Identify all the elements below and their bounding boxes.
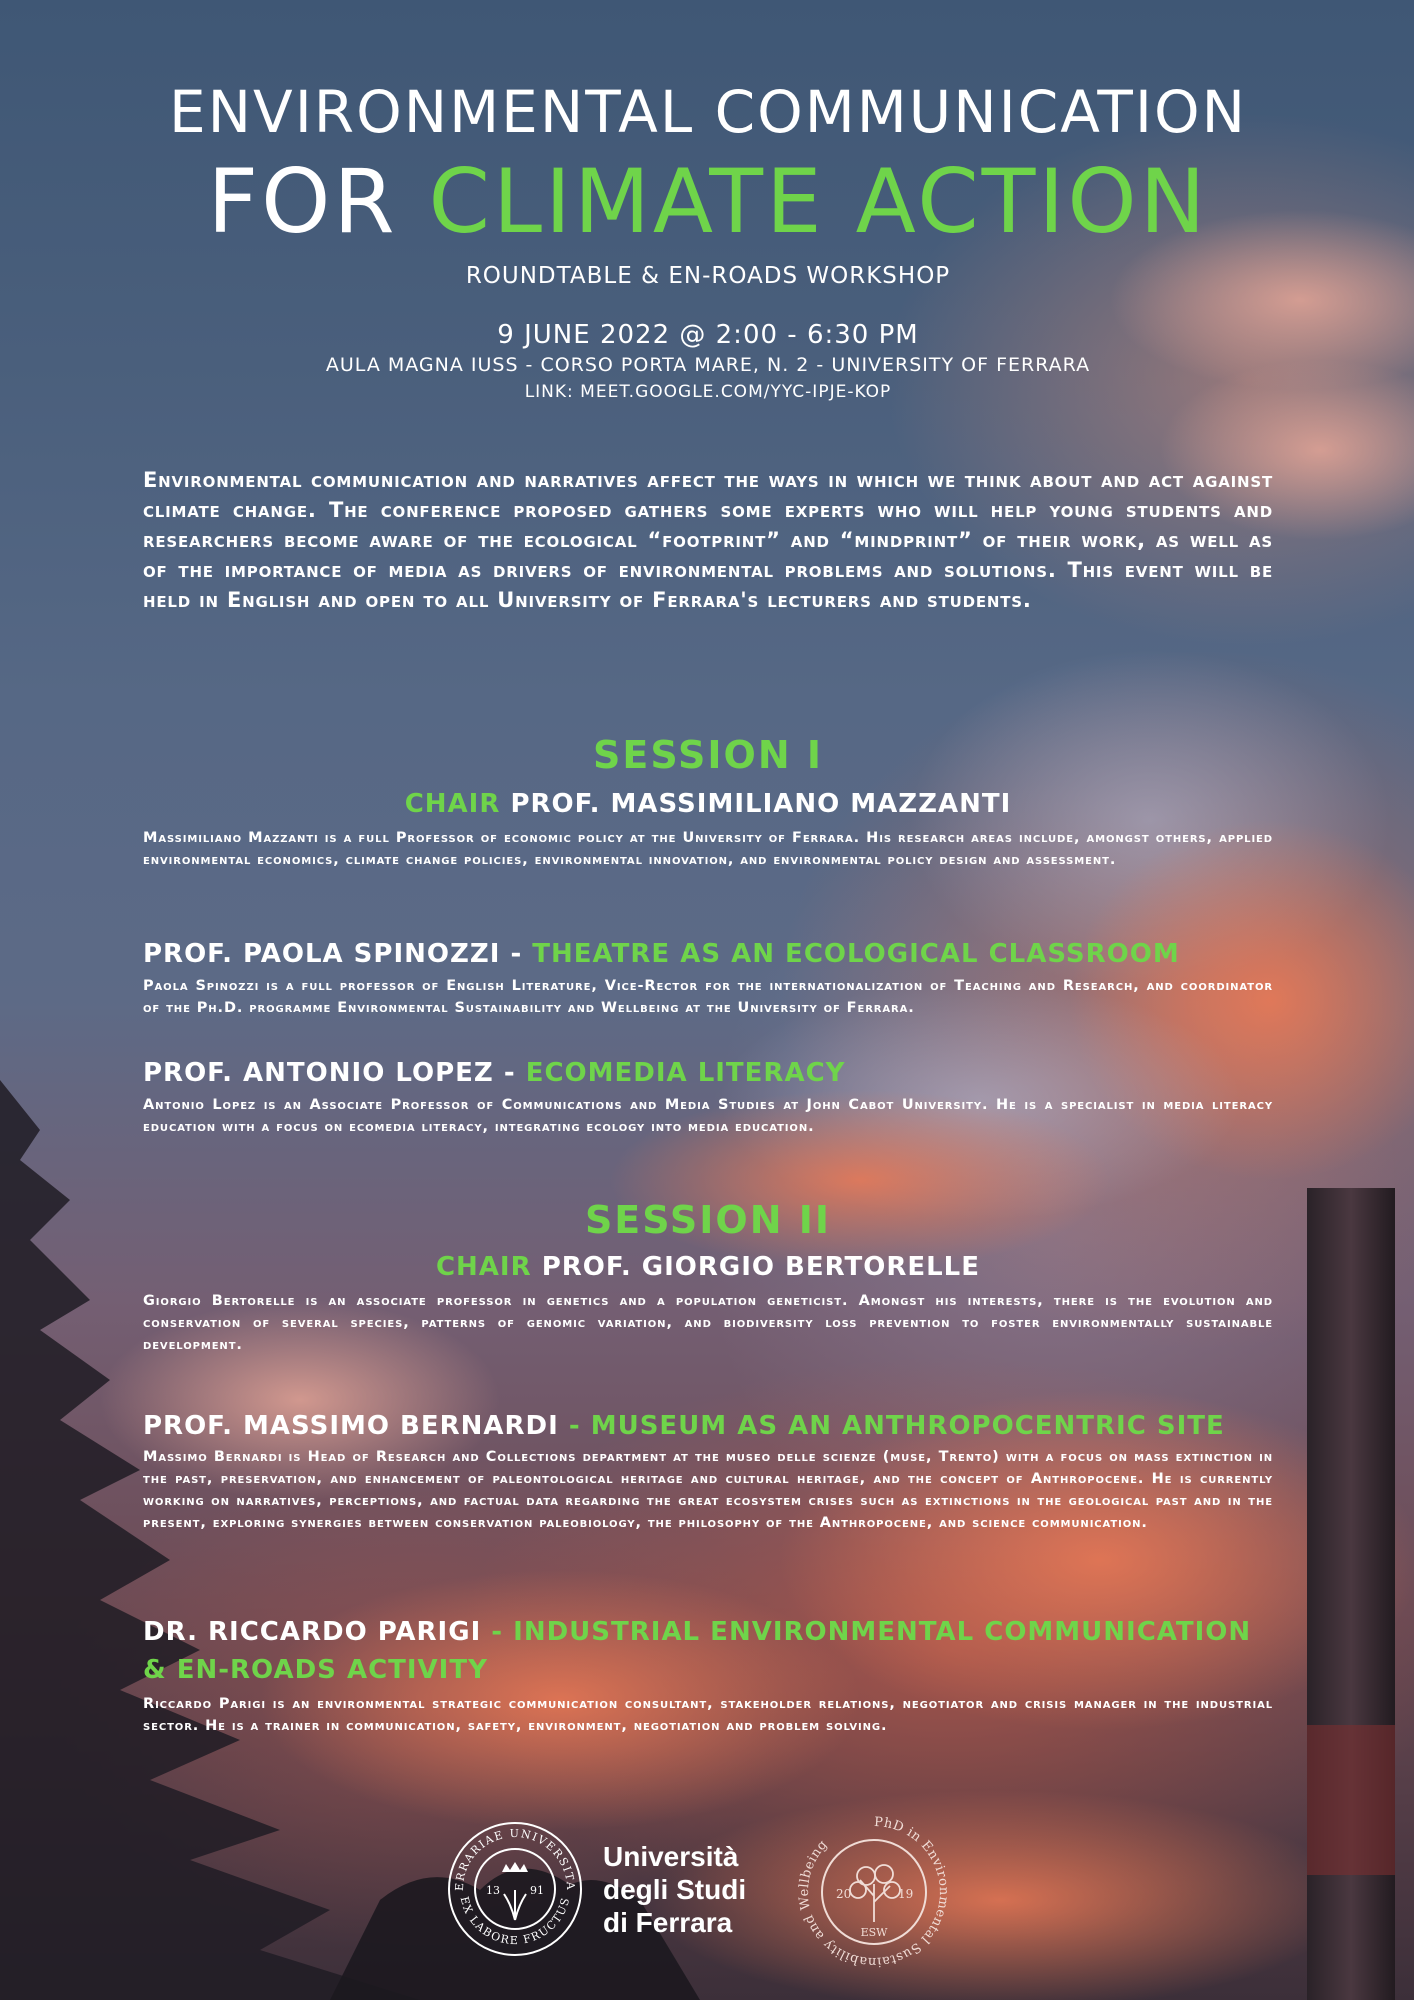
speaker-topic: THEATRE AS AN ECOLOGICAL CLASSROOM — [532, 939, 1180, 969]
speaker-separator: - — [558, 1411, 591, 1441]
session-2-title: SESSION II — [584, 1198, 832, 1242]
title-line-1: ENVIRONMENTAL COMMUNICATION — [168, 78, 1247, 146]
svg-text:FERRARIAE UNIVERSITAS — [446, 1820, 577, 1891]
chimney — [1307, 1188, 1395, 2000]
cloud-shape — [650, 1790, 1350, 2000]
chair-bio: Massimiliano Mazzanti is a full Professor of economic policy at the University of Ferrara. His research areas include, amongst others, applied environmental economics, climate change policies, environmental innovation, and environmental policy design and assessment. — [143, 830, 1273, 868]
speaker-heading — [143, 935, 1273, 973]
speaker-name: PROF. PAOLA SPINOZZI — [143, 939, 501, 969]
speaker-topic: ECOMEDIA LITERACY — [525, 1058, 846, 1088]
seal-text-top: ERRARIAE UNIVERSITA — [452, 1826, 578, 1892]
chair-bio: Giorgio Bertorelle is an associate professor in genetics and a population geneticist. Amongst his interests, there is the evolution and conservation of several species, patterns of genomic variation, and biodiversity loss prevention to foster environmentally sustainable development. — [143, 1293, 1273, 1353]
speaker-topic: MUSEUM AS AN ANTHROPOCENTRIC SITE — [590, 1411, 1225, 1441]
seal-icon — [446, 1820, 584, 1958]
university-line-1: Università — [603, 1841, 739, 1872]
phd-year-right: 19 — [898, 1887, 914, 1901]
title-line-2 — [143, 150, 1273, 253]
chair-label: CHAIR — [404, 789, 501, 819]
speaker-bio: Antonio Lopez is an Associate Professor of Communications and Media Studies at John Cabot University. He is a specialist in media literacy education with a focus on ecomedia literacy, integrating ecology into media education. — [143, 1097, 1273, 1135]
phd-abbrev: ESW — [860, 1926, 888, 1939]
chair-label: CHAIR — [435, 1252, 532, 1282]
speaker-heading — [143, 1054, 1273, 1092]
logo-university-seal — [446, 1820, 584, 1958]
speaker-bio: Massimo Bernardi is Head of Research and Collections department at the museo delle scienze (muse, Trento) with a focus on mass extinction in the past, preservation, and enhancement of paleontological heritage and cultural heritage, and the concept of Anthropocene. He is currently working on narratives, perceptions, and factual data regarding the great ecosystem crises such as extinctions in the geological past and in the present, exploring synergies between conservation paleobiology, the philosophy of the Anthropocene, and science communication. — [143, 1449, 1273, 1531]
event-date: 9 JUNE 2022 @ 2:00 - 6:30 PM — [497, 320, 919, 350]
university-logotype — [603, 1840, 746, 1939]
event-subtitle: ROUNDTABLE & EN-ROADS WORKSHOP — [465, 263, 951, 289]
session-2-chair — [143, 1252, 1273, 1282]
event-venue: AULA MAGNA IUSS - CORSO PORTA MARE, N. 2 - UNIVERSITY OF FERRARA — [325, 354, 1091, 376]
speaker-bio: Paola Spinozzi is a full professor of English Literature, Vice-Rector for the internationalization of Teaching and Research, and coordinator of the Ph.D. programme Environmental Sustainability and Wellbeing at the University of Ferrara. — [143, 978, 1273, 1016]
university-line-2: degli Studi — [603, 1874, 747, 1905]
phd-year-left: 20 — [836, 1887, 852, 1901]
chair-name: PROF. MASSIMILIANO MAZZANTI — [510, 789, 1012, 819]
speaker-topic: INDUSTRIAL ENVIRONMENTAL COMMUNICATION & EN-ROADS ACTIVITY — [143, 1617, 1252, 1685]
speaker-heading — [143, 1407, 1273, 1445]
title-highlight: CLIMATE ACTION — [428, 150, 1209, 253]
phd-circle-text: PhD in Environmental Sustainability and Wellbeing — [796, 1814, 952, 1970]
chair-name: PROF. GIORGIO BERTORELLE — [541, 1252, 981, 1282]
chimney-band — [1307, 1725, 1395, 1875]
speaker-heading — [143, 1613, 1273, 1689]
session-1-chair — [143, 789, 1273, 819]
session-1-title: SESSION I — [593, 733, 823, 777]
speaker-separator: - — [500, 939, 533, 969]
title-for: FOR — [207, 150, 398, 253]
university-line-3: di Ferrara — [603, 1907, 733, 1938]
speaker-name: PROF. MASSIMO BERNARDI — [143, 1411, 559, 1441]
seal-year-right: 91 — [530, 1884, 544, 1897]
seal-text-bottom: EX LABORE FRUCTUS — [457, 1895, 573, 1948]
phd-seal-icon — [796, 1814, 952, 1970]
logo-phd-esw — [796, 1814, 952, 1970]
speaker-separator: - — [493, 1058, 526, 1088]
seal-year-left: 13 — [486, 1884, 500, 1897]
meeting-link[interactable]: LINK: MEET.GOOGLE.COM/YYC-IPJE-KOP — [524, 382, 892, 402]
intro-paragraph: Environmental communication and narratives affect the ways in which we think about and act against climate change. The conference proposed gathers some experts who will help young students and researchers become aware of the ecological “footprint” and “mindprint” of their work, as well as of the importance of media as drivers of environmental problems and solutions. This event will be held in English and open to all University of Ferrara's lecturers and students. — [143, 468, 1273, 612]
speaker-separator: - — [481, 1617, 514, 1647]
speaker-bio: Riccardo Parigi is an environmental strategic communication consultant, stakeholder relations, negotiator and crisis manager in the industrial sector. He is a trainer in communication, safety, environment, negotiation and problem solving. — [143, 1696, 1273, 1734]
speaker-name: PROF. ANTONIO LOPEZ — [143, 1058, 494, 1088]
speaker-name: DR. RICCARDO PARIGI — [143, 1617, 482, 1647]
